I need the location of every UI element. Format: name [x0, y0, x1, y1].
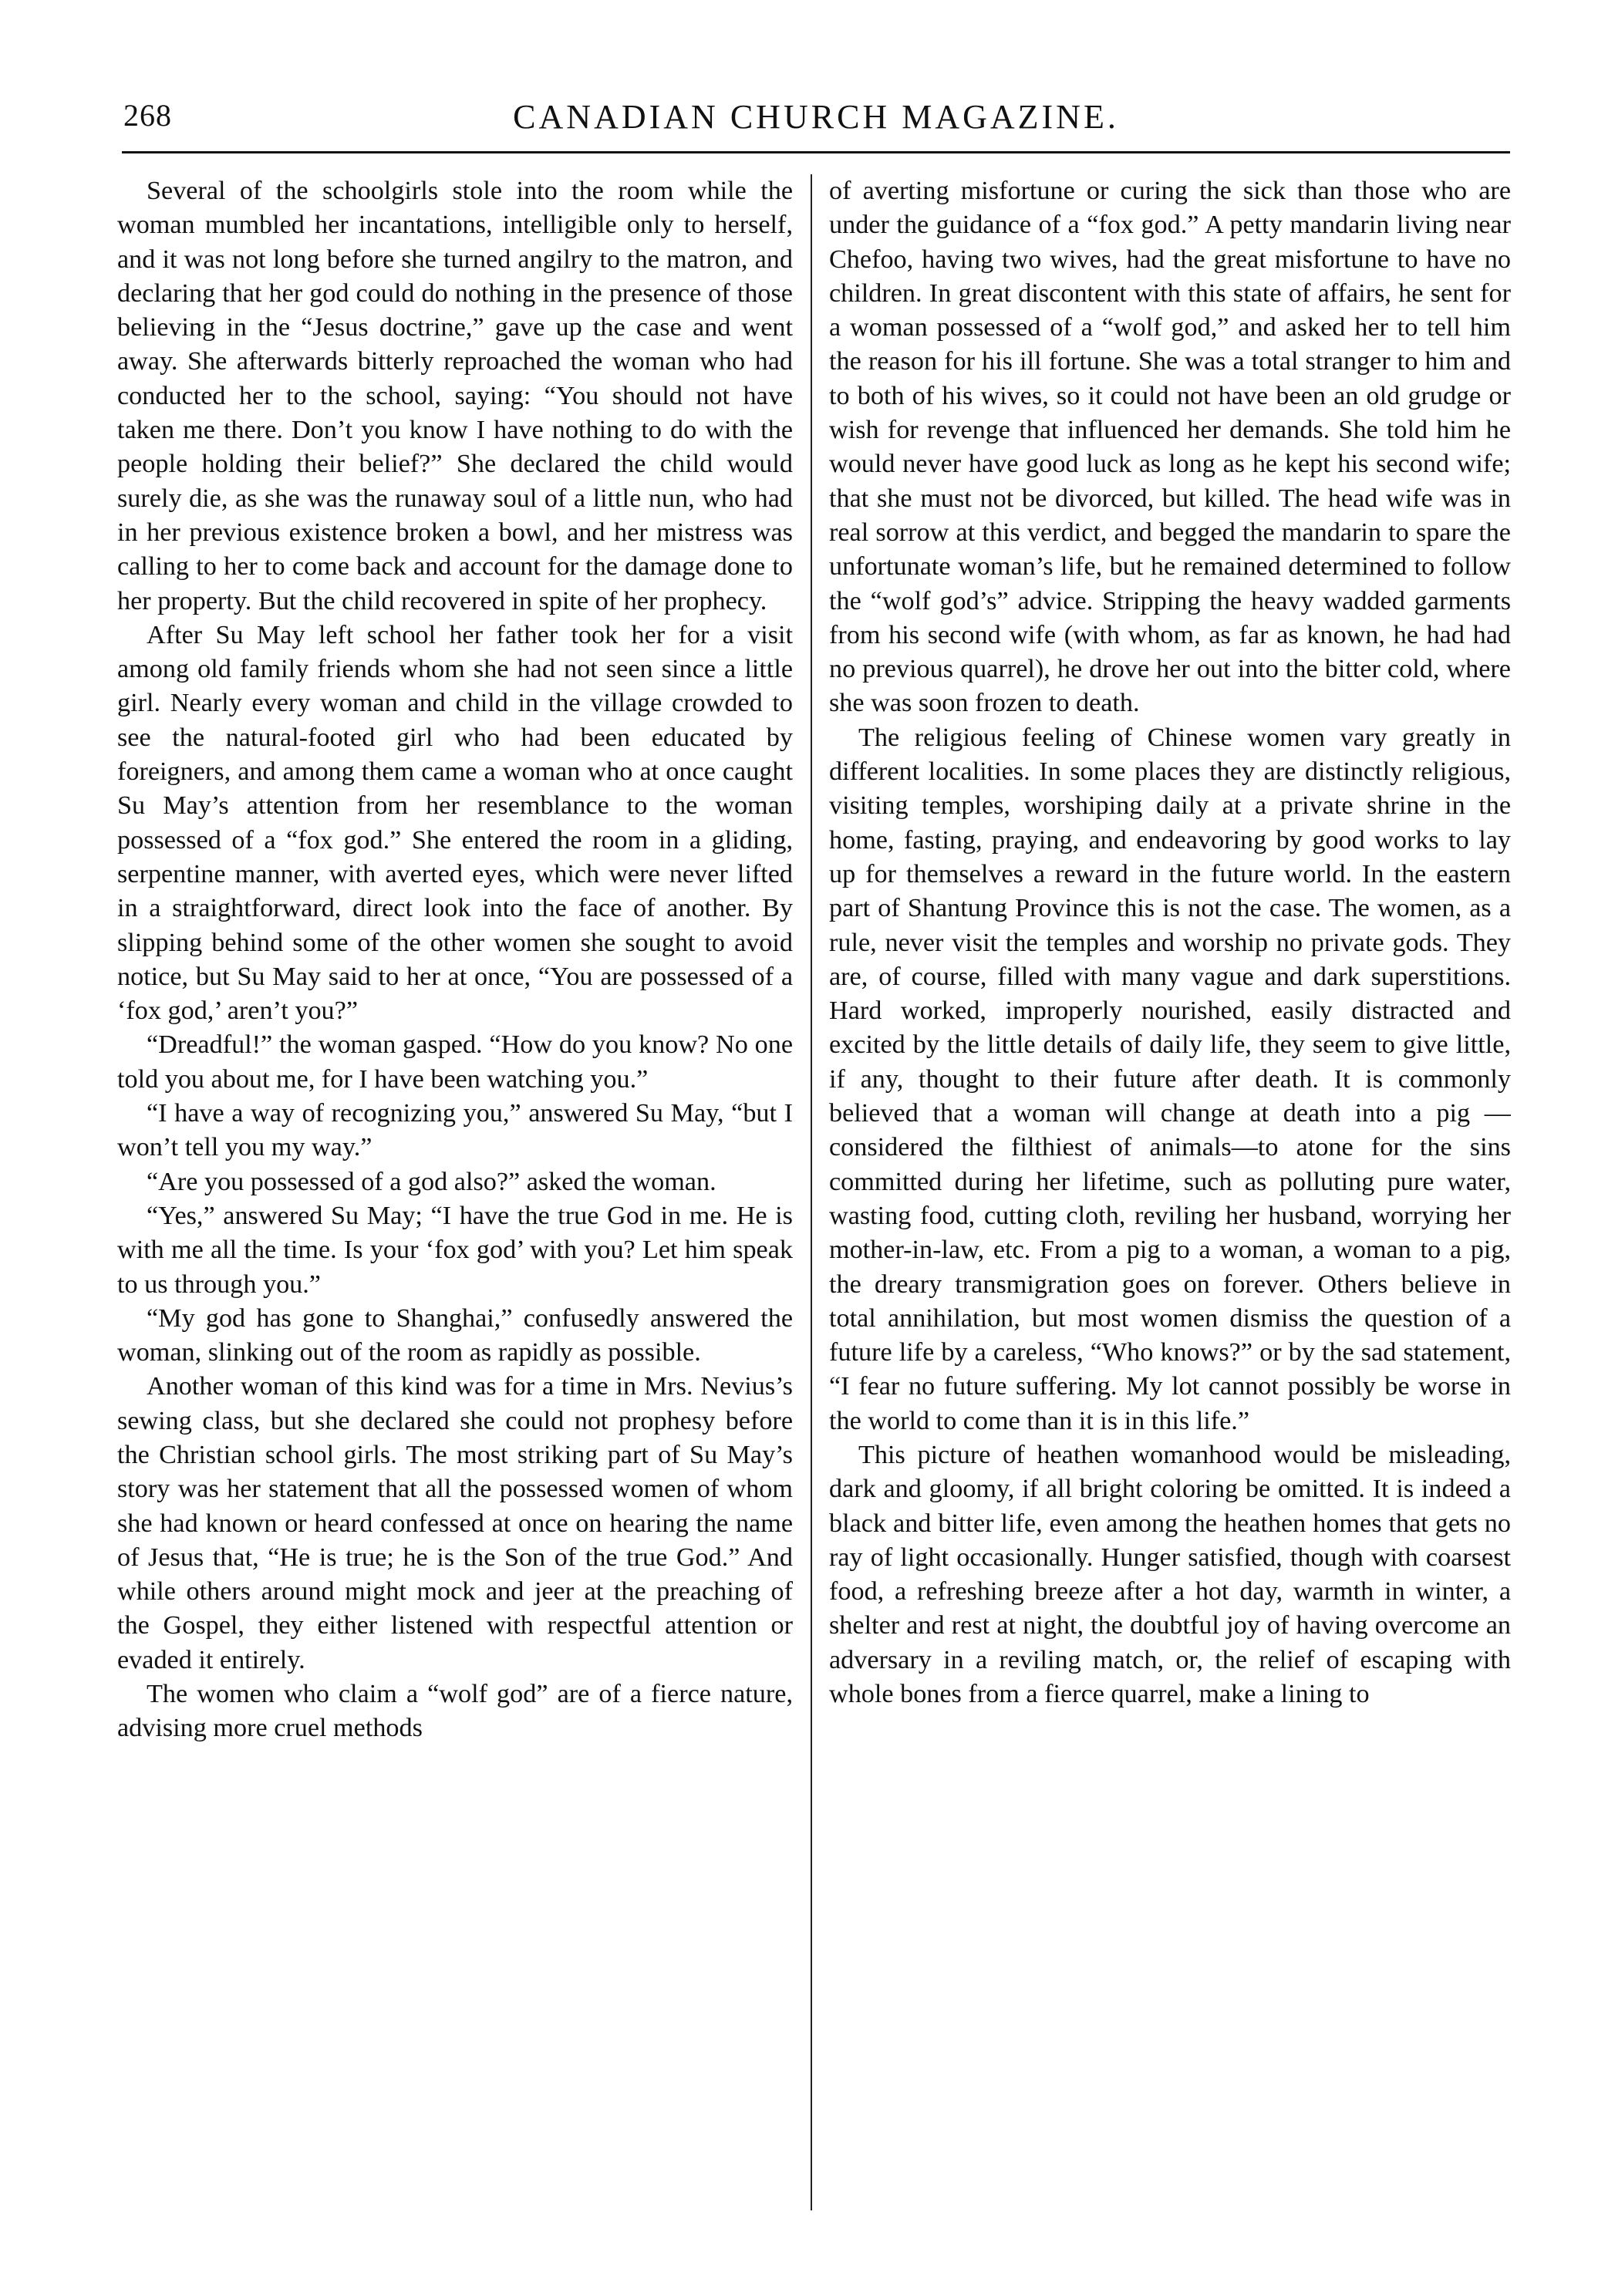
left-column — [117, 174, 793, 2241]
paragraph: of averting misfortune or curing the sick than those who are under the guidance of a “fox god.” A petty mandarin living near Chefoo, having two wives, had the great misfortune to have no children. In great discontent with this state of affairs, he sent for a woman possessed of a “wolf god,” and asked her to tell him the reason for his ill fortune. She was a total stranger to him and to both of his wives, so it could not have been an old grudge or wish for revenge that influenced her demands. She told him he would never have good luck as long as he kept his second wife; that she must not be divorced, but killed. The head wife was in real sorrow at this verdict, and begged the mandarin to spare the unfortunate woman’s life, but he remained determined to follow the “wolf god’s” advice. Stripping the heavy wadded garments from his second wife (with whom, as far as known, he had had no previous quarrel), he drove her out into the bitter cold, where she was soon frozen to death. — [829, 177, 1511, 718]
paragraph: “Yes,” answered Su May; “I have the true God in me. He is with me all the time. Is your ‘fox god’ with you? Let him speak to us through you.” — [117, 1201, 793, 1299]
paragraph: Another woman of this kind was for a time in Mrs. Nevius’s sewing class, but she declared she could not prophesy before the Christian school girls. The most striking part of Su May’s story was her statement that all the possessed women of whom she had known or heard confessed at once on hearing the name of Jesus that, “He is true; he is the Son of the true God.” And while others around might mock and jeer at the preaching of the Gospel, they either listened with respectful attention or evaded it entirely. — [117, 1372, 793, 1674]
column-divider — [811, 174, 812, 2210]
paragraph: The women who claim a “wolf god” are of a fierce nature, advising more cruel methods — [117, 1680, 793, 1743]
paragraph: This picture of heathen womanhood would be misleading, dark and gloomy, if all bright coloring be omitted. It is indeed a black and bitter life, even among the heathen homes that gets no ray of light occasionally. Hunger satisfied, though with coarsest food, a refreshing breeze after a hot day, warmth in winter, a shelter and rest at night, the doubtful joy of having overcome an adversary in a reviling match, or, the relief of escaping with whole bones from a fierce quarrel, make a lining to — [829, 1440, 1511, 1709]
paragraph: “I have a way of recognizing you,” answered Su May, “but I won’t tell you my way.” — [117, 1099, 793, 1162]
header-rule — [122, 151, 1510, 153]
page-number: 268 — [123, 98, 172, 133]
page-header — [123, 97, 1509, 151]
paragraph: “Are you possessed of a god also?” asked the woman. — [147, 1167, 716, 1196]
paragraph: “Dreadful!” the woman gasped. “How do you know? No one told you about me, for I have been watching you.” — [117, 1030, 793, 1094]
paragraph: “My god has gone to Shanghai,” confusedly answered the woman, slinking out of the room as rapidly as possible. — [117, 1303, 793, 1367]
right-column — [829, 174, 1511, 2241]
paragraph: After Su May left school her father took her for a visit among old family friends whom she had not seen since a little girl. Nearly every woman and child in the village crowded to see the natural-footed girl who had been educated by foreigners, and among them came a woman who at once caught Su May’s attention from her resemblance to the woman possessed of a “fox god.” She entered the room in a gliding, serpentine manner, with averted eyes, which were never lifted in a straightforward, direct look into the face of another. By slipping behind some of the other women she sought to avoid notice, but Su May said to her at once, “You are possessed of a ‘fox god,’ aren’t you?” — [117, 620, 793, 1026]
running-title: CANADIAN CHURCH MAGAZINE. — [513, 98, 1119, 136]
paragraph: The religious feeling of Chinese women vary greatly in different localities. In some places they are distinctly religious, visiting temples, worshiping daily at a private shrine in the home, fasting, praying, and endeavoring by good works to lay up for themselves a reward in the future world. In the eastern part of Shantung Province this is not the case. The women, as a rule, never visit the temples and worship no private gods. They are, of course, filled with many vague and dark superstitions. Hard worked, improperly nourished, easily distracted and excited by the little details of daily life, they seem to give little, if any, thought to their future after death. It is commonly believed that a woman will change at death into a pig — considered the filthiest of animals—to atone for the sins committed during her lifetime, such as polluting pure water, wasting food, cutting cloth, reviling her husband, worrying her mother-in-law, etc. From a pig to a woman, a woman to a pig, the dreary transmigration goes on forever. Others believe in total annihilation, but most women dismiss the question of a future life by a careless, “Who knows?” or by the sad statement, “I fear no future suffering. My lot cannot possibly be worse in the world to come than it is in this life.” — [829, 723, 1511, 1435]
paragraph: Several of the schoolgirls stole into the room while the woman mumbled her incantations, intelligible only to herself, and it was not long before she turned angilry to the matron, and declaring that her god could do nothing in the presence of those believing in the “Jesus doctrine,” gave up the case and went away. She afterwards bitterly reproached the woman who had conducted her to the school, saying: “You should not have taken me there. Don’t you know I have nothing to do with the people holding their belief?” She declared the child would surely die, as she was the runaway soul of a little nun, who had in her previous existence broken a bowl, and her mistress was calling to her to come back and account for the damage done to her property. But the child recovered in spite of her prophecy. — [117, 177, 793, 615]
